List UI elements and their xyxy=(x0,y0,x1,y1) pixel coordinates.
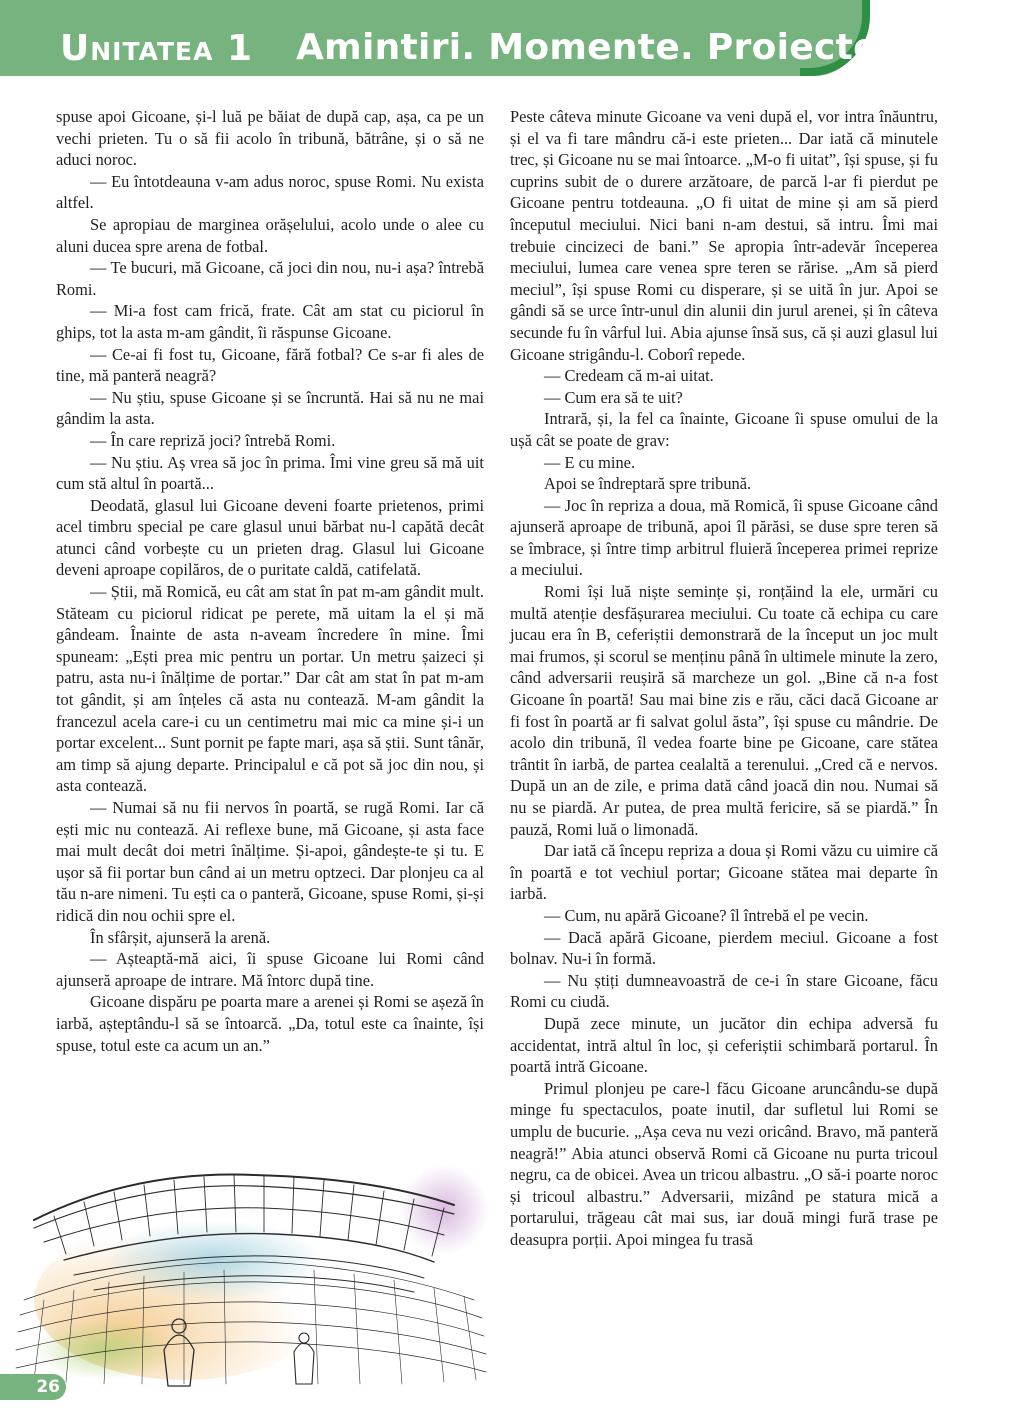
paragraph: — Joc în repriza a doua, mă Romică, îi spuse Gicoane când ajunseră aproape de tribună, apoi îl părăsi, se duse spre teren să se îmbrace, și între timp arbitrul fluieră începerea primei reprize a meciului. xyxy=(510,495,938,580)
paragraph: — E cu mine. xyxy=(544,452,636,472)
paragraph: Dar iată că începu repriza a doua și Romi văzu cu uimire că în poartă e tot vechiul portar; Gicoane stătea mai departe în iarbă. xyxy=(510,841,938,904)
page-header xyxy=(0,0,1024,76)
page-number: 26 xyxy=(0,1374,66,1400)
paragraph: — Eu întotdeauna v-am adus noroc, spuse Romi. Nu exista altfel. xyxy=(56,171,484,213)
paragraph: — Nu știți dumneavoastră de ce-i în stare Gicoane, făcu Romi cu ciudă. xyxy=(510,970,938,1012)
paragraph: — Ce-ai fi fost tu, Gicoane, fără fotbal? Ce s-ar fi ales de tine, mă panteră neagră? xyxy=(56,344,484,386)
paragraph: — Credeam că m-ai uitat. xyxy=(544,366,714,386)
paragraph: Intrară, și, la fel ca înainte, Gicoane îi spuse omului de la ușă cât se poate de grav: xyxy=(510,409,938,450)
unit-label: Unitatea 1 xyxy=(60,28,254,69)
stadium-sketch-icon xyxy=(14,1150,490,1388)
paragraph: Romi își luă niște semințe și, ronțăind la ele, urmări cu multă atenție desfășurarea meciului. Cu toate că echipa cu care jucau era în B, ceferiștii demonstrară de la început un joc mult mai frumos, și scorul se menținu până în ultimele minute la zero, când adversarii reușiră să marcheze un gol. „Bine că n-a fost Gicoane în poartă! Sau mai bine zis e rău, căci dacă Gicoane ar fi fost în poartă ar fi salvat golul ăsta”, își spuse cu mândrie. De acolo din tribună, îl vedea foarte bine pe Gicoane, care stătea trântit în iarbă, de partea cealaltă a terenului. „Cred că e nervos. După un an de zile, e prima dată când joacă din nou. Numai să nu se piardă. Ar putea, de prea multă fericire, să se piardă.” În pauză, Romi luă o limonadă. xyxy=(510,582,938,839)
paragraph: Se apropiau de marginea orășelului, acolo unde o alee cu aluni ducea spre arena de fotbal. xyxy=(56,214,484,256)
paragraph: — Nu știu. Aș vrea să joc în prima. Îmi vine greu să mă uit cum stă altul în poartă... xyxy=(56,452,484,494)
paragraph: Gicoane dispăru pe poarta mare a arenei și Romi se așeză în iarbă, așteptându-l să se întoarcă. „Da, totul este ca înainte, își spuse, totul este ca acum un an.” xyxy=(56,992,484,1055)
paragraph: — Cum, nu apără Gicoane? îl întrebă el pe vecin. xyxy=(544,905,869,925)
paragraph: În sfârșit, ajunseră la arenă. xyxy=(90,927,271,947)
paragraph: — Așteaptă-mă aici, îi spuse Gicoane lui Romi când ajunseră aproape de intrare. Mă întorc după tine. xyxy=(56,949,484,990)
paragraph: Primul plonjeu pe care-l făcu Gicoane aruncându-se după minge fu spectaculos, poate inutil, dar sufletul lui Romi se umplu de bucurie. „Așa ceva nu vezi oricând. Bravo, mă panteră neagră!” Abia atunci observă Romi că Gicoane nu purta tricoul negru, ca de obicei. Avea un tricou albastru. „O să-i poarte noroc și tricoul albastru.” Adversarii, mizând pe statura mică a portarului, trăgeau cât mai sus, iar două mingi fură trase pe deasupra porții. Apoi mingea fu trasă xyxy=(510,1078,938,1249)
paragraph: — Cum era să te uit? xyxy=(544,387,683,407)
paragraph: Deodată, glasul lui Gicoane deveni foarte prietenos, primi acel timbru special pe care glasul unui bărbat nu-l capătă decât atunci când vorbește cu un prieten drag. Glasul lui Gicoane deveni aproape copilăros, de o puritate caldă, catifelată. xyxy=(56,495,484,580)
right-text-column xyxy=(510,106,938,1250)
paragraph: — Te bucuri, mă Gicoane, că joci din nou, nu-i așa? întrebă Romi. xyxy=(56,258,484,299)
paragraph: — Știi, mă Romică, eu cât am stat în pat m-am gândit mult. Stăteam cu piciorul ridicat pe perete, mă uitam la el și mă gândeam. Înainte de asta n-aveam încredere în mine. Îmi spuneam: „Ești prea mic pentru un portar. Un metru șaizeci și patru, asta nu-i înălțime de portar.” Dar cât am stat în pat m-am tot gândit, și am înțeles că asta nu contează. M-am gândit la francezul acela care-i cu un centimetru mai mic ca mine și-i un portar excelent... Sunt pornit pe fapte mari, așa să știi. Sunt tânăr, am timp să ajung departe. Principalul e că pot să joc din nou, și asta contează. xyxy=(56,582,484,796)
paragraph: — Numai să nu fii nervos în poartă, se rugă Romi. Iar că ești mic nu contează. Ai reflexe bune, mă Gicoane, și asta face mai mult decât doi metri înălțime. Și-apoi, gândește-te și tu. E ușor să fii portar bun când ai un metru optzeci. Dar plonjeu ca al tău n-are nimeni. Tu ești ca o panteră, Gicoane, spuse Romi, și-și ridică din nou ochii spre el. xyxy=(56,798,484,925)
paragraph: — În care repriză joci? întrebă Romi. xyxy=(90,430,336,450)
paragraph: — Nu știu, spuse Gicoane și se încruntă. Hai să nu ne mai gândim la asta. xyxy=(56,387,484,429)
unit-title: Amintiri. Momente. Proiecte xyxy=(296,27,878,68)
paragraph: — Dacă apără Gicoane, pierdem meciul. Gicoane a fost bolnav. Nu-i în formă. xyxy=(510,927,938,969)
paragraph: Peste câteva minute Gicoane va veni după el, vor intra înăuntru, și el va fi tare mândru că-i este prieten... Dar iată că minutele trec, și Gicoane nu se mai întoarce. „M-o fi uitat”, își spuse, și fu cuprins subit de o durere arzătoare, de parcă l-ar fi pierdut pe Gicoane pentru totdeauna. „O fi uitat de mine și am să pierd începutul meciului. Nici bani n-am destui, să intru. Îmi mai trebuie cincizeci de bani.” Se apropia într-adevăr începerea meciului, lumea care venea spre teren se rărise. „Am să pierd meciul”, își spuse Romi cu disperare, și se uită în jur. Apoi se gândi să se urce într-unul din alunii din jurul arenei, și în câteva secunde fu în vârful lui. Abia ajunse însă sus, că și auzi glasul lui Gicoane strigându-l. Coborî repede. xyxy=(510,107,938,364)
paragraph: spuse apoi Gicoane, și-l luă pe băiat de după cap, așa, ca pe un vechi prieten. Tu o să fii acolo în tribună, bătrâne, și o să ne aduci noroc. xyxy=(56,107,484,170)
paragraph: — Mi-a fost cam frică, frate. Cât am stat cu piciorul în ghips, tot la asta m-am gândit, îi răspunse Gicoane. xyxy=(56,301,484,342)
paragraph: Apoi se îndreptară spre tribună. xyxy=(544,474,752,494)
paragraph: După zece minute, un jucător din echipa adversă fu accidentat, intră altul în loc, și ceferiștii schimbară portarul. În poartă intră Gicoane. xyxy=(510,1013,938,1077)
left-text-column xyxy=(56,106,484,1056)
